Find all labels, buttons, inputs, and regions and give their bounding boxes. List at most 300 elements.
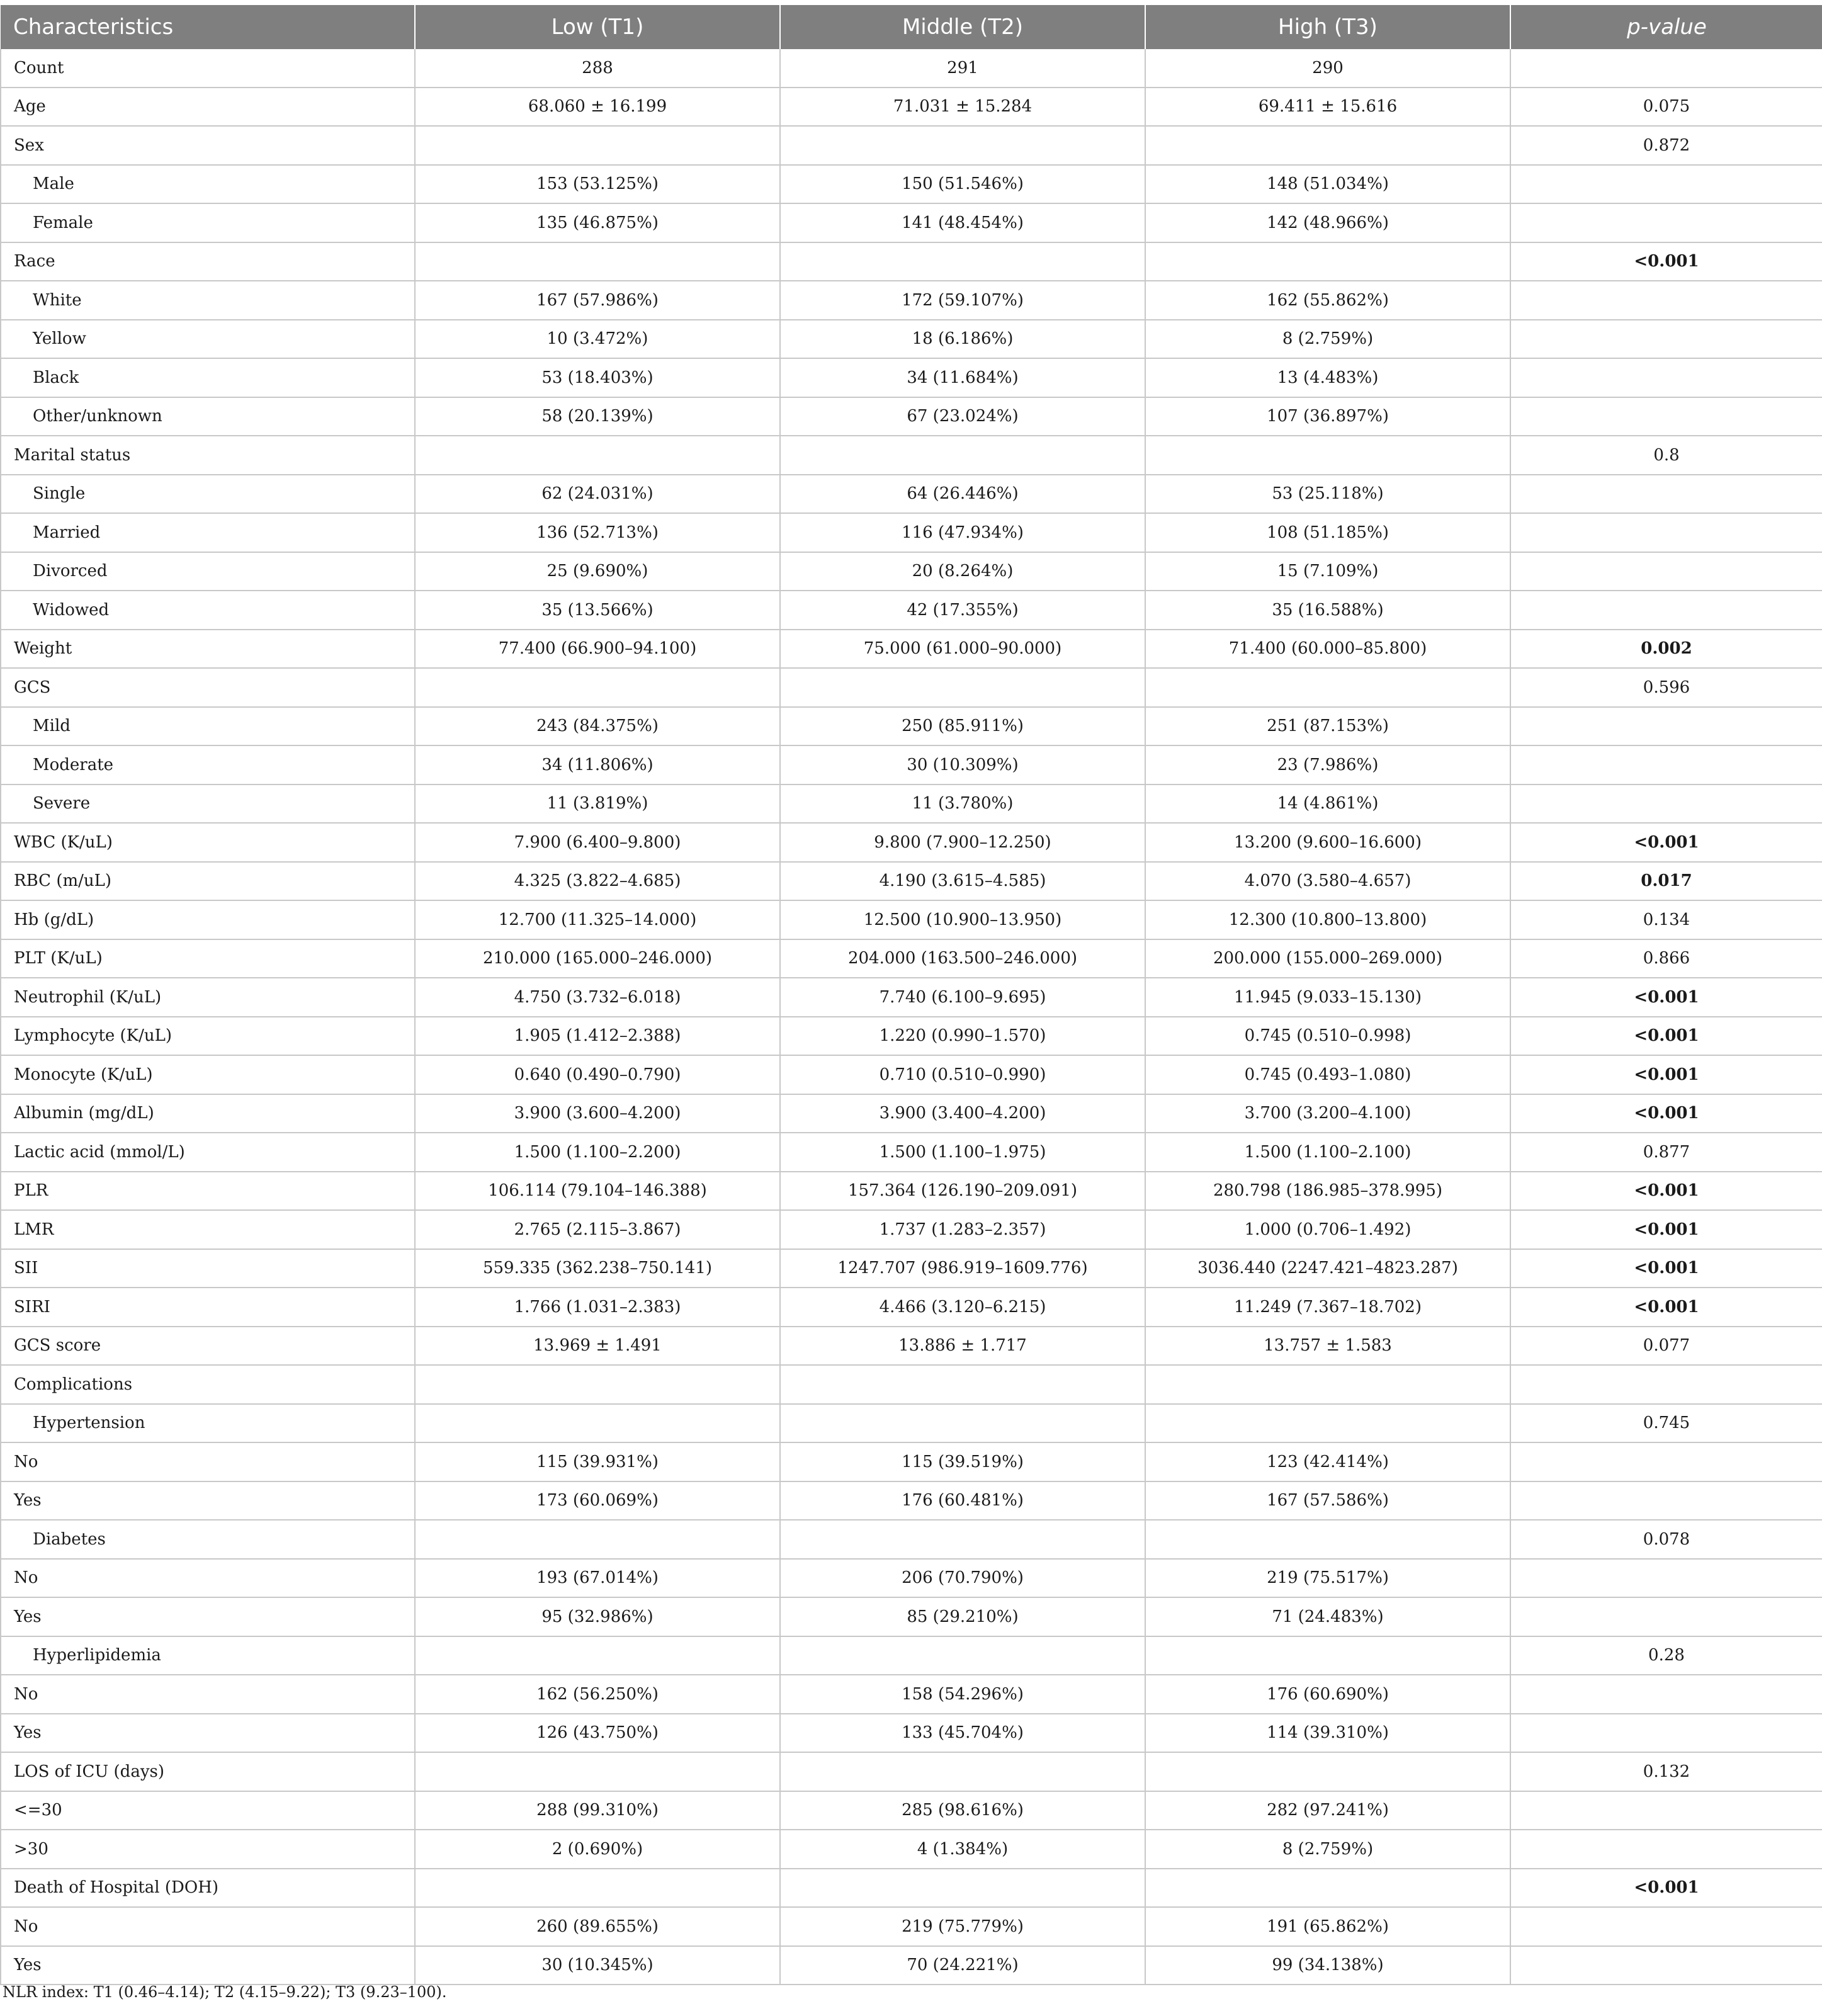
- table-row: [1, 1907, 1822, 1946]
- cell-p-value: [1510, 707, 1822, 746]
- cell-low-t1: [415, 126, 780, 165]
- cell-middle-t2: 1247.707 (986.919–1609.776): [780, 1249, 1145, 1288]
- cell-low-t1: 4.325 (3.822–4.685): [415, 862, 780, 901]
- cell-p-value: <0.001: [1510, 1172, 1822, 1211]
- cell-middle-t2: 1.220 (0.990–1.570): [780, 1017, 1145, 1056]
- table-row: [1, 668, 1822, 707]
- cell-high-t3: 14 (4.861%): [1145, 784, 1510, 824]
- cell-high-t3: 290: [1145, 49, 1510, 88]
- cell-middle-t2: 42 (17.355%): [780, 591, 1145, 630]
- cell-low-t1: 1.766 (1.031–2.383): [415, 1288, 780, 1327]
- cell-middle-t2: 1.500 (1.100–1.975): [780, 1133, 1145, 1172]
- cell-high-t3: 282 (97.241%): [1145, 1791, 1510, 1830]
- table-row: [1, 436, 1822, 475]
- table-row: [1, 1481, 1822, 1520]
- row-label: RBC (m/uL): [1, 862, 415, 901]
- cell-p-value: [1510, 475, 1822, 514]
- cell-low-t1: 25 (9.690%): [415, 552, 780, 591]
- cell-low-t1: [415, 436, 780, 475]
- cell-low-t1: 68.060 ± 16.199: [415, 88, 780, 127]
- table-row: [1, 1249, 1822, 1288]
- cell-low-t1: 58 (20.139%): [415, 397, 780, 436]
- cell-middle-t2: 204.000 (163.500–246.000): [780, 939, 1145, 978]
- cell-middle-t2: 291: [780, 49, 1145, 88]
- cell-p-value: 0.877: [1510, 1133, 1822, 1172]
- table-row: [1, 126, 1822, 165]
- table-row: [1, 939, 1822, 978]
- cell-low-t1: 1.905 (1.412–2.388): [415, 1017, 780, 1056]
- cell-p-value: [1510, 745, 1822, 784]
- cell-p-value: [1510, 1675, 1822, 1714]
- cell-middle-t2: 9.800 (7.900–12.250): [780, 823, 1145, 862]
- cell-middle-t2: 85 (29.210%): [780, 1597, 1145, 1636]
- cell-p-value: <0.001: [1510, 1249, 1822, 1288]
- cell-low-t1: 162 (56.250%): [415, 1675, 780, 1714]
- row-label: Hypertension: [1, 1404, 415, 1443]
- cell-p-value: 0.872: [1510, 126, 1822, 165]
- header-characteristics: Characteristics: [1, 5, 415, 49]
- cell-low-t1: 136 (52.713%): [415, 513, 780, 552]
- cell-high-t3: 219 (75.517%): [1145, 1559, 1510, 1598]
- cell-high-t3: 4.070 (3.580–4.657): [1145, 862, 1510, 901]
- cell-p-value: <0.001: [1510, 1055, 1822, 1094]
- row-label: PLT (K/uL): [1, 939, 415, 978]
- cell-p-value: 0.596: [1510, 668, 1822, 707]
- cell-p-value: [1510, 397, 1822, 436]
- table-row: [1, 1210, 1822, 1249]
- cell-high-t3: 53 (25.118%): [1145, 475, 1510, 514]
- table-header: [1, 5, 1822, 49]
- cell-low-t1: 11 (3.819%): [415, 784, 780, 824]
- cell-p-value: [1510, 1907, 1822, 1946]
- cell-middle-t2: 7.740 (6.100–9.695): [780, 978, 1145, 1017]
- cell-low-t1: [415, 1520, 780, 1559]
- cell-middle-t2: 30 (10.309%): [780, 745, 1145, 784]
- cell-middle-t2: 141 (48.454%): [780, 203, 1145, 242]
- cell-low-t1: 153 (53.125%): [415, 165, 780, 204]
- cell-high-t3: 15 (7.109%): [1145, 552, 1510, 591]
- cell-high-t3: 13 (4.483%): [1145, 358, 1510, 397]
- cell-middle-t2: 4.466 (3.120–6.215): [780, 1288, 1145, 1327]
- table-row: [1, 1288, 1822, 1327]
- table-row: [1, 1597, 1822, 1636]
- cell-high-t3: 35 (16.588%): [1145, 591, 1510, 630]
- cell-low-t1: 2 (0.690%): [415, 1830, 780, 1869]
- cell-low-t1: 95 (32.986%): [415, 1597, 780, 1636]
- cell-high-t3: [1145, 1365, 1510, 1404]
- cell-high-t3: [1145, 242, 1510, 281]
- cell-middle-t2: [780, 1365, 1145, 1404]
- cell-low-t1: 135 (46.875%): [415, 203, 780, 242]
- table-container: [0, 5, 1822, 1985]
- cell-low-t1: [415, 1869, 780, 1908]
- table-row: [1, 397, 1822, 436]
- cell-p-value: 0.28: [1510, 1636, 1822, 1675]
- cell-middle-t2: 20 (8.264%): [780, 552, 1145, 591]
- row-label: Yes: [1, 1946, 415, 1985]
- cell-p-value: [1510, 203, 1822, 242]
- cell-middle-t2: 206 (70.790%): [780, 1559, 1145, 1598]
- cell-low-t1: 126 (43.750%): [415, 1714, 780, 1753]
- row-label: Yes: [1, 1597, 415, 1636]
- cell-middle-t2: [780, 668, 1145, 707]
- cell-p-value: <0.001: [1510, 1869, 1822, 1908]
- cell-p-value: 0.134: [1510, 900, 1822, 939]
- header-p-value: [1510, 5, 1822, 49]
- cell-middle-t2: 133 (45.704%): [780, 1714, 1145, 1753]
- row-label: Moderate: [1, 745, 415, 784]
- row-label: >30: [1, 1830, 415, 1869]
- table-row: [1, 1752, 1822, 1791]
- cell-p-value: 0.866: [1510, 939, 1822, 978]
- cell-p-value: <0.001: [1510, 823, 1822, 862]
- cell-middle-t2: 1.737 (1.283–2.357): [780, 1210, 1145, 1249]
- row-label: Severe: [1, 784, 415, 824]
- row-label: Marital status: [1, 436, 415, 475]
- cell-p-value: <0.001: [1510, 1288, 1822, 1327]
- table-row: [1, 88, 1822, 127]
- cell-p-value: <0.001: [1510, 1210, 1822, 1249]
- cell-p-value: [1510, 1791, 1822, 1830]
- table-row: [1, 320, 1822, 359]
- cell-middle-t2: 13.886 ± 1.717: [780, 1327, 1145, 1366]
- cell-high-t3: 3036.440 (2247.421–4823.287): [1145, 1249, 1510, 1288]
- cell-high-t3: [1145, 668, 1510, 707]
- table-row: [1, 823, 1822, 862]
- cell-high-t3: [1145, 1520, 1510, 1559]
- cell-middle-t2: 150 (51.546%): [780, 165, 1145, 204]
- header-row: [1, 5, 1822, 49]
- row-label: Neutrophil (K/uL): [1, 978, 415, 1017]
- cell-low-t1: [415, 1404, 780, 1443]
- table-row: [1, 784, 1822, 824]
- row-label: Hyperlipidemia: [1, 1636, 415, 1675]
- cell-low-t1: 106.114 (79.104–146.388): [415, 1172, 780, 1211]
- cell-high-t3: 0.745 (0.493–1.080): [1145, 1055, 1510, 1094]
- cell-high-t3: [1145, 126, 1510, 165]
- cell-p-value: [1510, 1830, 1822, 1869]
- cell-low-t1: 260 (89.655%): [415, 1907, 780, 1946]
- cell-low-t1: 34 (11.806%): [415, 745, 780, 784]
- cell-high-t3: 13.757 ± 1.583: [1145, 1327, 1510, 1366]
- cell-low-t1: 3.900 (3.600–4.200): [415, 1094, 780, 1133]
- row-label: SII: [1, 1249, 415, 1288]
- cell-high-t3: 1.500 (1.100–2.100): [1145, 1133, 1510, 1172]
- cell-high-t3: 176 (60.690%): [1145, 1675, 1510, 1714]
- row-label: No: [1, 1559, 415, 1598]
- row-label: Male: [1, 165, 415, 204]
- table-row: [1, 203, 1822, 242]
- cell-high-t3: 69.411 ± 15.616: [1145, 88, 1510, 127]
- row-label: Count: [1, 49, 415, 88]
- cell-middle-t2: 75.000 (61.000–90.000): [780, 630, 1145, 669]
- cell-middle-t2: 4.190 (3.615–4.585): [780, 862, 1145, 901]
- cell-middle-t2: 34 (11.684%): [780, 358, 1145, 397]
- cell-middle-t2: [780, 126, 1145, 165]
- cell-high-t3: 162 (55.862%): [1145, 281, 1510, 320]
- row-label: PLR: [1, 1172, 415, 1211]
- cell-high-t3: 280.798 (186.985–378.995): [1145, 1172, 1510, 1211]
- cell-low-t1: 167 (57.986%): [415, 281, 780, 320]
- cell-p-value: 0.077: [1510, 1327, 1822, 1366]
- row-label: <=30: [1, 1791, 415, 1830]
- footnote: NLR index: T1 (0.46–4.14); T2 (4.15–9.22); T3 (9.23–100).: [3, 1983, 447, 2001]
- row-label: Yes: [1, 1714, 415, 1753]
- table-row: [1, 1675, 1822, 1714]
- cell-middle-t2: 158 (54.296%): [780, 1675, 1145, 1714]
- cell-low-t1: 77.400 (66.900–94.100): [415, 630, 780, 669]
- cell-middle-t2: 67 (23.024%): [780, 397, 1145, 436]
- cell-low-t1: 30 (10.345%): [415, 1946, 780, 1985]
- cell-low-t1: 115 (39.931%): [415, 1442, 780, 1481]
- table-body: [1, 49, 1822, 1985]
- header-high-t3: High (T3): [1145, 5, 1510, 49]
- table-row: [1, 978, 1822, 1017]
- cell-high-t3: 23 (7.986%): [1145, 745, 1510, 784]
- cell-p-value: [1510, 358, 1822, 397]
- cell-middle-t2: 18 (6.186%): [780, 320, 1145, 359]
- cell-p-value: [1510, 552, 1822, 591]
- cell-middle-t2: 11 (3.780%): [780, 784, 1145, 824]
- table-row: [1, 1791, 1822, 1830]
- row-label: Age: [1, 88, 415, 127]
- row-label: Yellow: [1, 320, 415, 359]
- cell-high-t3: [1145, 1752, 1510, 1791]
- table-row: [1, 358, 1822, 397]
- cell-high-t3: 13.200 (9.600–16.600): [1145, 823, 1510, 862]
- cell-high-t3: [1145, 436, 1510, 475]
- table-row: [1, 165, 1822, 204]
- table-row: [1, 862, 1822, 901]
- table-row: [1, 1172, 1822, 1211]
- cell-middle-t2: 157.364 (126.190–209.091): [780, 1172, 1145, 1211]
- row-label: Complications: [1, 1365, 415, 1404]
- row-label: Diabetes: [1, 1520, 415, 1559]
- row-label: Single: [1, 475, 415, 514]
- cell-p-value: <0.001: [1510, 1094, 1822, 1133]
- table-row: [1, 1133, 1822, 1172]
- cell-middle-t2: [780, 1636, 1145, 1675]
- cell-middle-t2: [780, 1520, 1145, 1559]
- cell-high-t3: [1145, 1636, 1510, 1675]
- cell-p-value: <0.001: [1510, 978, 1822, 1017]
- characteristics-table: [0, 5, 1822, 1985]
- cell-high-t3: [1145, 1869, 1510, 1908]
- table-row: [1, 475, 1822, 514]
- cell-middle-t2: 116 (47.934%): [780, 513, 1145, 552]
- row-label: Death of Hospital (DOH): [1, 1869, 415, 1908]
- cell-p-value: 0.8: [1510, 436, 1822, 475]
- table-row: [1, 1327, 1822, 1366]
- cell-high-t3: 200.000 (155.000–269.000): [1145, 939, 1510, 978]
- cell-low-t1: 35 (13.566%): [415, 591, 780, 630]
- cell-p-value: [1510, 1714, 1822, 1753]
- row-label: SIRI: [1, 1288, 415, 1327]
- cell-high-t3: 11.249 (7.367–18.702): [1145, 1288, 1510, 1327]
- row-label: No: [1, 1675, 415, 1714]
- cell-high-t3: 251 (87.153%): [1145, 707, 1510, 746]
- table-row: [1, 1055, 1822, 1094]
- cell-low-t1: [415, 1752, 780, 1791]
- cell-high-t3: 108 (51.185%): [1145, 513, 1510, 552]
- row-label: GCS: [1, 668, 415, 707]
- cell-p-value: [1510, 1559, 1822, 1598]
- table-row: [1, 1404, 1822, 1443]
- table-row: [1, 1559, 1822, 1598]
- row-label: White: [1, 281, 415, 320]
- cell-p-value: <0.001: [1510, 242, 1822, 281]
- cell-middle-t2: [780, 436, 1145, 475]
- cell-low-t1: 288 (99.310%): [415, 1791, 780, 1830]
- row-label: LOS of ICU (days): [1, 1752, 415, 1791]
- row-label: Other/unknown: [1, 397, 415, 436]
- table-row: [1, 707, 1822, 746]
- row-label: Black: [1, 358, 415, 397]
- cell-high-t3: 71 (24.483%): [1145, 1597, 1510, 1636]
- table-row: [1, 1830, 1822, 1869]
- cell-high-t3: 12.300 (10.800–13.800): [1145, 900, 1510, 939]
- cell-high-t3: 0.745 (0.510–0.998): [1145, 1017, 1510, 1056]
- cell-middle-t2: 176 (60.481%): [780, 1481, 1145, 1520]
- row-label: No: [1, 1907, 415, 1946]
- table-row: [1, 745, 1822, 784]
- cell-high-t3: 148 (51.034%): [1145, 165, 1510, 204]
- table-row: [1, 1442, 1822, 1481]
- cell-p-value: [1510, 591, 1822, 630]
- cell-middle-t2: 12.500 (10.900–13.950): [780, 900, 1145, 939]
- cell-middle-t2: 219 (75.779%): [780, 1907, 1145, 1946]
- cell-middle-t2: 172 (59.107%): [780, 281, 1145, 320]
- cell-middle-t2: 0.710 (0.510–0.990): [780, 1055, 1145, 1094]
- cell-low-t1: 193 (67.014%): [415, 1559, 780, 1598]
- cell-low-t1: 4.750 (3.732–6.018): [415, 978, 780, 1017]
- cell-p-value: [1510, 1365, 1822, 1404]
- cell-p-value: 0.017: [1510, 862, 1822, 901]
- row-label: Lymphocyte (K/uL): [1, 1017, 415, 1056]
- cell-p-value: 0.745: [1510, 1404, 1822, 1443]
- cell-p-value: [1510, 513, 1822, 552]
- cell-high-t3: 1.000 (0.706–1.492): [1145, 1210, 1510, 1249]
- cell-middle-t2: 3.900 (3.400–4.200): [780, 1094, 1145, 1133]
- table-row: [1, 630, 1822, 669]
- table-row: [1, 242, 1822, 281]
- table-row: [1, 1636, 1822, 1675]
- cell-middle-t2: [780, 1752, 1145, 1791]
- cell-p-value: [1510, 1946, 1822, 1985]
- row-label: No: [1, 1442, 415, 1481]
- header-middle-t2: Middle (T2): [780, 5, 1145, 49]
- cell-low-t1: [415, 668, 780, 707]
- cell-p-value: 0.078: [1510, 1520, 1822, 1559]
- row-label: WBC (K/uL): [1, 823, 415, 862]
- table-row: [1, 1094, 1822, 1133]
- cell-low-t1: [415, 1636, 780, 1675]
- row-label: LMR: [1, 1210, 415, 1249]
- table-row: [1, 1869, 1822, 1908]
- cell-low-t1: [415, 1365, 780, 1404]
- cell-low-t1: 53 (18.403%): [415, 358, 780, 397]
- cell-middle-t2: 115 (39.519%): [780, 1442, 1145, 1481]
- cell-high-t3: 8 (2.759%): [1145, 320, 1510, 359]
- cell-low-t1: 243 (84.375%): [415, 707, 780, 746]
- row-label: Mild: [1, 707, 415, 746]
- table-row: [1, 1365, 1822, 1404]
- cell-p-value: [1510, 49, 1822, 88]
- table-row: [1, 1520, 1822, 1559]
- row-label: Monocyte (K/uL): [1, 1055, 415, 1094]
- table-row: [1, 591, 1822, 630]
- row-label: Married: [1, 513, 415, 552]
- header-low-t1: Low (T1): [415, 5, 780, 49]
- cell-high-t3: 3.700 (3.200–4.100): [1145, 1094, 1510, 1133]
- cell-low-t1: 10 (3.472%): [415, 320, 780, 359]
- cell-p-value: 0.132: [1510, 1752, 1822, 1791]
- table-row: [1, 281, 1822, 320]
- table-row: [1, 49, 1822, 88]
- cell-high-t3: 142 (48.966%): [1145, 203, 1510, 242]
- table-row: [1, 1017, 1822, 1056]
- cell-middle-t2: 250 (85.911%): [780, 707, 1145, 746]
- cell-middle-t2: 285 (98.616%): [780, 1791, 1145, 1830]
- cell-low-t1: 559.335 (362.238–750.141): [415, 1249, 780, 1288]
- cell-high-t3: 11.945 (9.033–15.130): [1145, 978, 1510, 1017]
- cell-low-t1: 1.500 (1.100–2.200): [415, 1133, 780, 1172]
- row-label: Race: [1, 242, 415, 281]
- cell-p-value: [1510, 320, 1822, 359]
- cell-low-t1: 173 (60.069%): [415, 1481, 780, 1520]
- cell-high-t3: 123 (42.414%): [1145, 1442, 1510, 1481]
- cell-low-t1: 7.900 (6.400–9.800): [415, 823, 780, 862]
- row-label: Hb (g/dL): [1, 900, 415, 939]
- cell-p-value: 0.002: [1510, 630, 1822, 669]
- cell-middle-t2: 64 (26.446%): [780, 475, 1145, 514]
- row-label: Albumin (mg/dL): [1, 1094, 415, 1133]
- cell-high-t3: 191 (65.862%): [1145, 1907, 1510, 1946]
- cell-low-t1: 0.640 (0.490–0.790): [415, 1055, 780, 1094]
- row-label: Female: [1, 203, 415, 242]
- cell-low-t1: 288: [415, 49, 780, 88]
- row-label: GCS score: [1, 1327, 415, 1366]
- cell-p-value: [1510, 1442, 1822, 1481]
- cell-middle-t2: 71.031 ± 15.284: [780, 88, 1145, 127]
- header-p-italic: p-value: [1627, 14, 1707, 40]
- cell-p-value: 0.075: [1510, 88, 1822, 127]
- cell-high-t3: 107 (36.897%): [1145, 397, 1510, 436]
- cell-high-t3: 114 (39.310%): [1145, 1714, 1510, 1753]
- cell-low-t1: 62 (24.031%): [415, 475, 780, 514]
- cell-high-t3: 167 (57.586%): [1145, 1481, 1510, 1520]
- table-row: [1, 1714, 1822, 1753]
- row-label: Weight: [1, 630, 415, 669]
- table-row: [1, 552, 1822, 591]
- cell-low-t1: 210.000 (165.000–246.000): [415, 939, 780, 978]
- row-label: Widowed: [1, 591, 415, 630]
- table-row: [1, 1946, 1822, 1985]
- table-row: [1, 513, 1822, 552]
- cell-p-value: [1510, 281, 1822, 320]
- row-label: Yes: [1, 1481, 415, 1520]
- cell-p-value: <0.001: [1510, 1017, 1822, 1056]
- cell-middle-t2: 4 (1.384%): [780, 1830, 1145, 1869]
- cell-middle-t2: [780, 242, 1145, 281]
- cell-low-t1: 13.969 ± 1.491: [415, 1327, 780, 1366]
- row-label: Divorced: [1, 552, 415, 591]
- cell-p-value: [1510, 1481, 1822, 1520]
- cell-p-value: [1510, 784, 1822, 824]
- cell-low-t1: 12.700 (11.325–14.000): [415, 900, 780, 939]
- cell-p-value: [1510, 1597, 1822, 1636]
- cell-high-t3: [1145, 1404, 1510, 1443]
